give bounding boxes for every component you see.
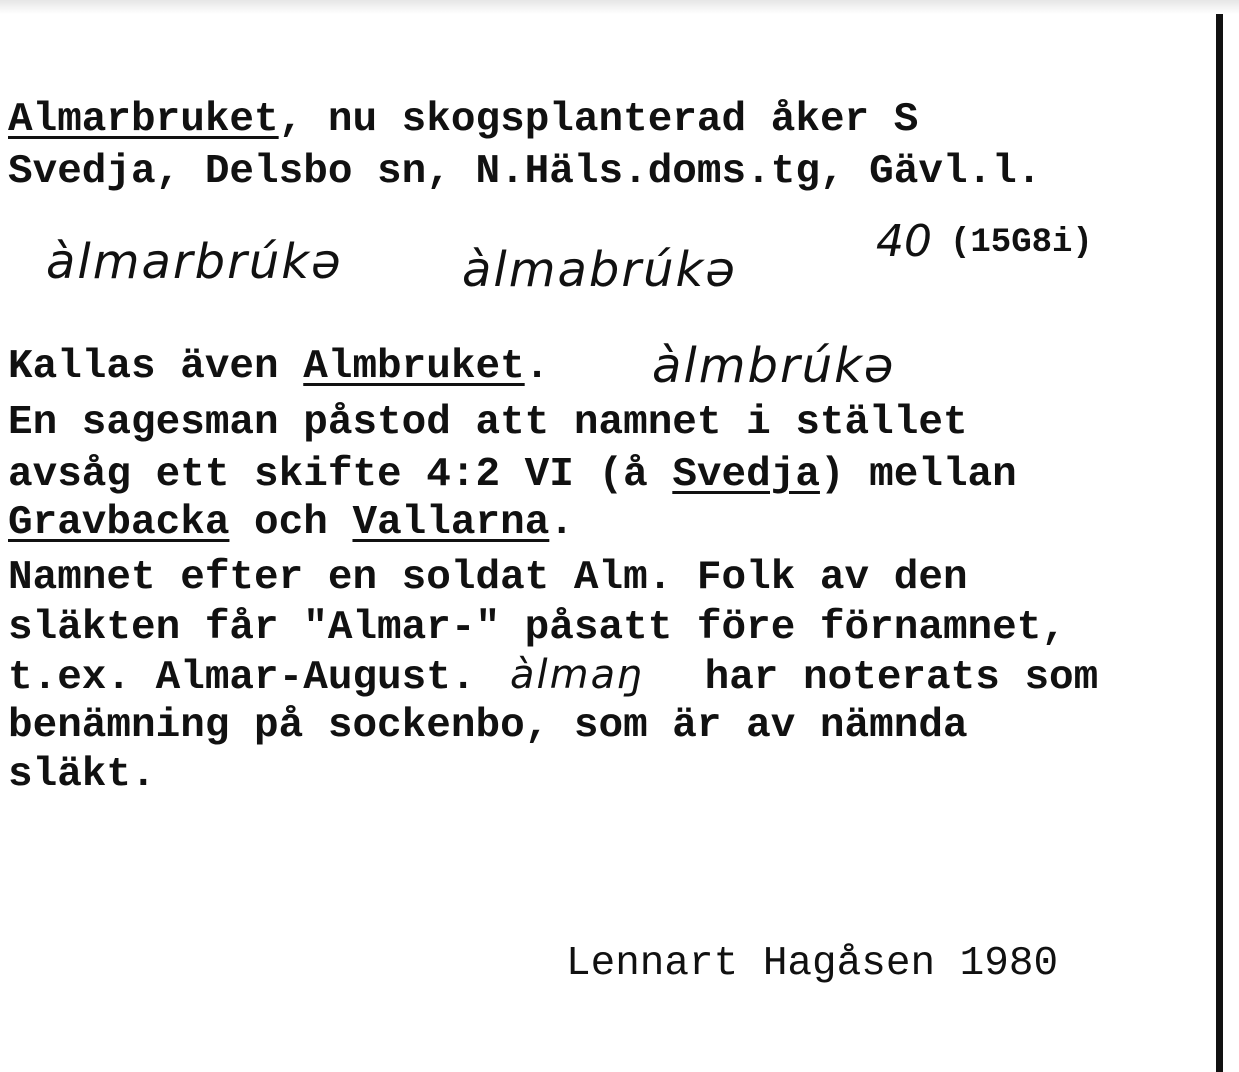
- body-line-2: En sagesman påstod att namnet i stället: [8, 400, 968, 446]
- body-line-3: [8, 452, 1017, 498]
- reference-code: (15G8i): [950, 224, 1093, 262]
- body-line-1-end: .: [524, 344, 550, 390]
- pronunciation-form-2: àlmabrúkə: [462, 242, 737, 298]
- alt-name-pronunciation: àlmbrúkə: [652, 338, 896, 394]
- pronunciation-form-1: àlmarbrúkə: [46, 234, 343, 290]
- almar-pronunciation: àlmaŋ: [510, 652, 645, 698]
- body-line-1-prefix: Kallas även: [8, 344, 304, 390]
- body-line-9: släkt.: [8, 752, 156, 798]
- place-name: Almarbruket: [8, 97, 279, 143]
- body-line-4-mid: och: [229, 500, 353, 546]
- body-line-6: släkten får "Almar-" påsatt före förnamnet,: [8, 605, 1066, 651]
- header-line-2: Svedja, Delsbo sn, N.Häls.doms.tg, Gävl.l.: [8, 149, 1042, 195]
- place-description: , nu skogsplanterad åker S: [278, 97, 919, 143]
- body-line-3-prefix: avsåg ett skifte 4:2 VI (å: [8, 452, 673, 498]
- body-line-4: [8, 500, 574, 546]
- body-line-4-end: .: [549, 500, 574, 546]
- body-line-7-rest: har noterats som: [680, 655, 1099, 701]
- body-line-5: Namnet efter en soldat Alm. Folk av den: [8, 555, 968, 601]
- gravbacka-name: Gravbacka: [8, 500, 230, 546]
- alt-name: Almbruket: [303, 344, 525, 390]
- body-line-8: benämning på sockenbo, som är av nämnda: [8, 703, 968, 749]
- vallarna-name: Vallarna: [352, 500, 550, 546]
- signature: Lennart Hagåsen 1980: [566, 941, 1059, 987]
- header-line-1: [8, 97, 919, 143]
- card-top-edge: [0, 0, 1239, 14]
- svedja-name: Svedja: [672, 452, 820, 498]
- body-line-7-start: t.ex. Almar-August.: [8, 655, 476, 701]
- card-right-border: [1216, 14, 1223, 1072]
- reference-number: 40: [876, 216, 932, 267]
- body-line-1: [8, 344, 550, 390]
- body-line-3-end: ) mellan: [819, 452, 1017, 498]
